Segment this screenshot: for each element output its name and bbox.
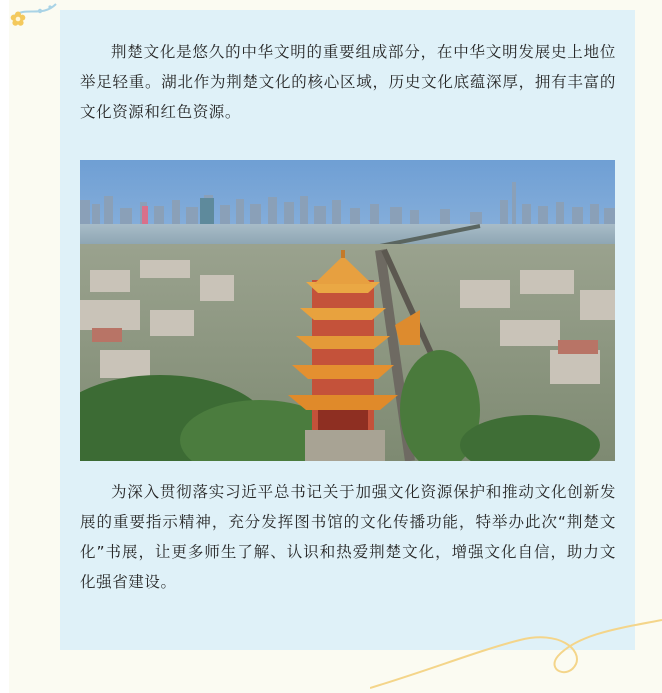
- left-border-strip: [0, 0, 9, 693]
- exhibition-paragraph: 为深入贯彻落实习近平总书记关于加强文化资源保护和推动文化创新发展的重要指示精神，充分发挥图书馆的文化传播功能，特举办此次“荆楚文化”书展，让更多师生了解、认识和热爱荆楚文化，增强文化自信，助力文化强省建设。: [80, 483, 616, 591]
- flower-icon: [10, 11, 26, 27]
- yellow-crane-tower-photo: [80, 160, 615, 461]
- article-card: [60, 10, 635, 650]
- wave-line-decoration: [370, 610, 662, 693]
- intro-paragraph: 荆楚文化是悠久的中华文明的重要组成部分，在中华文明发展史上地位举足轻重。湖北作为荆楚文化的核心区域，历史文化底蕴深厚，拥有丰富的文化资源和红色资源。: [80, 43, 616, 121]
